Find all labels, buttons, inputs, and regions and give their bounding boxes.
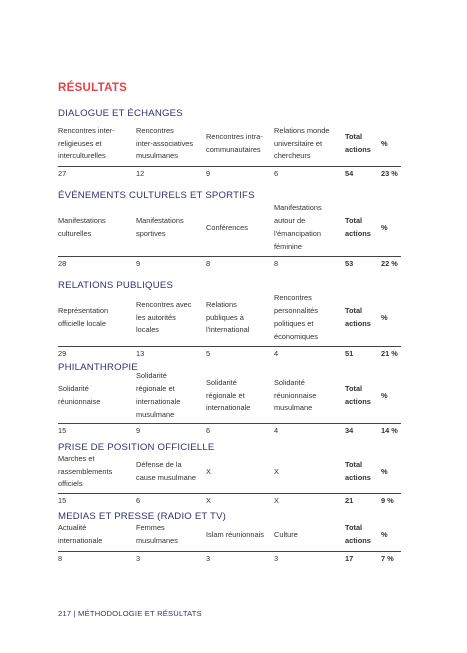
table-divider [58, 423, 401, 424]
header-cell: % [381, 222, 388, 232]
value-cell: 27 [58, 169, 67, 178]
value-cell: 9 [136, 259, 141, 268]
header-cell: Total actions [345, 216, 371, 238]
header-cell: Marches et rassemblements officiels [58, 453, 113, 489]
header-cell: % [381, 138, 388, 148]
header-cell: Défense de la cause musulmane [136, 460, 196, 482]
header-cell: Femmes musulmanes [136, 523, 178, 545]
value-cell: 5 [206, 349, 211, 358]
header-cell: % [381, 312, 388, 322]
header-cell: Conférences [206, 222, 248, 232]
header-cell: Rencontres personnalités politiques et économiques [274, 293, 318, 341]
header-cell: % [381, 466, 388, 476]
value-cell: 3 [136, 554, 141, 563]
value-cell: 12 [136, 169, 145, 178]
section-title: PRISE DE POSITION OFFICIELLE [58, 442, 215, 453]
table-header-row [0, 124, 467, 164]
table-divider [58, 256, 401, 257]
table-divider [58, 551, 401, 552]
value-cell: 6 [206, 426, 211, 435]
value-cell: 51 [345, 349, 354, 358]
header-cell: X [206, 466, 211, 476]
value-cell: 4 [274, 426, 279, 435]
value-cell: 54 [345, 169, 354, 178]
value-cell: 8 [206, 259, 211, 268]
value-cell: 29 [58, 349, 67, 358]
section-title: DIALOGUE ET ÉCHANGES [58, 108, 183, 119]
value-cell: 14 % [381, 426, 398, 435]
page-footer: 217 | MÉTHODOLOGIE ET RÉSULTATS [58, 609, 202, 618]
table-row [0, 495, 467, 507]
header-cell: Total actions [345, 132, 371, 154]
value-cell: X [206, 496, 211, 505]
section-title: PHILANTHROPIE [58, 362, 138, 373]
header-cell: Total actions [345, 523, 371, 545]
header-cell: Rencontres inter- religieuses et interculturelles [58, 125, 115, 161]
section-title: ÉVÉNEMENTS CULTURELS ET SPORTIFS [58, 190, 255, 201]
value-cell: 28 [58, 259, 67, 268]
header-cell: Rencontres intra- communautaires [206, 132, 263, 154]
header-cell: % [381, 390, 388, 400]
table-header-row [0, 371, 467, 421]
table-row [0, 258, 467, 270]
value-cell: 34 [345, 426, 354, 435]
table-divider [58, 493, 401, 494]
table-divider [58, 346, 401, 347]
header-cell: Rencontres inter-associatives musulmanes [136, 125, 194, 161]
value-cell: 13 [136, 349, 145, 358]
value-cell: 9 [206, 169, 211, 178]
header-cell: Manifestations autour de l'émancipation féminine [274, 203, 322, 251]
header-cell: Solidarité réunionnaise musulmane [274, 377, 317, 413]
header-cell: Relations publiques à l'international [206, 299, 250, 335]
header-cell: Relations monde universitaire et chercheurs [274, 125, 330, 161]
table-divider [58, 166, 401, 167]
value-cell: 3 [274, 554, 279, 563]
header-cell: Solidarité régionale et internationale [206, 377, 251, 413]
value-cell: 22 % [381, 259, 398, 268]
header-cell: Total actions [345, 306, 371, 328]
table-row [0, 348, 467, 360]
value-cell: 17 [345, 554, 354, 563]
header-cell: Actualité internationale [58, 523, 103, 545]
header-cell: Représentation officielle locale [58, 306, 109, 328]
header-cell: Manifestations culturelles [58, 216, 106, 238]
value-cell: 9 % [381, 496, 394, 505]
value-cell: 7 % [381, 554, 394, 563]
header-cell: Solidarité régionale et internationale musulmane [136, 371, 181, 419]
table-row [0, 168, 467, 180]
header-cell: Total actions [345, 460, 371, 482]
header-cell: Culture [274, 529, 298, 539]
value-cell: 53 [345, 259, 354, 268]
section-title: RELATIONS PUBLIQUES [58, 280, 174, 291]
table-header-row [0, 202, 467, 254]
value-cell: 3 [206, 554, 211, 563]
header-cell: Rencontres avec les autorités locales [136, 299, 192, 335]
value-cell: 8 [58, 554, 63, 563]
section-title: MEDIAS ET PRESSE (RADIO ET TV) [58, 511, 227, 522]
value-cell: 8 [274, 259, 279, 268]
value-cell: 9 [136, 426, 141, 435]
value-cell: 21 [345, 496, 354, 505]
header-cell: Total actions [345, 384, 371, 406]
value-cell: 15 [58, 496, 67, 505]
table-row [0, 553, 467, 565]
table-row [0, 425, 467, 437]
table-header-row [0, 521, 467, 549]
value-cell: 21 % [381, 349, 398, 358]
header-cell: Solidarité réunionnaise [58, 384, 101, 406]
table-header-row [0, 453, 467, 491]
value-cell: 6 [274, 169, 279, 178]
table-header-row [0, 292, 467, 344]
header-cell: Manifestations sportives [136, 216, 184, 238]
value-cell: X [274, 496, 279, 505]
header-cell: X [274, 466, 279, 476]
header-cell: % [381, 529, 388, 539]
value-cell: 6 [136, 496, 141, 505]
page-heading: RÉSULTATS [58, 82, 128, 94]
header-cell: Islam réunionnais [206, 529, 264, 539]
value-cell: 15 [58, 426, 67, 435]
value-cell: 4 [274, 349, 279, 358]
value-cell: 23 % [381, 169, 398, 178]
